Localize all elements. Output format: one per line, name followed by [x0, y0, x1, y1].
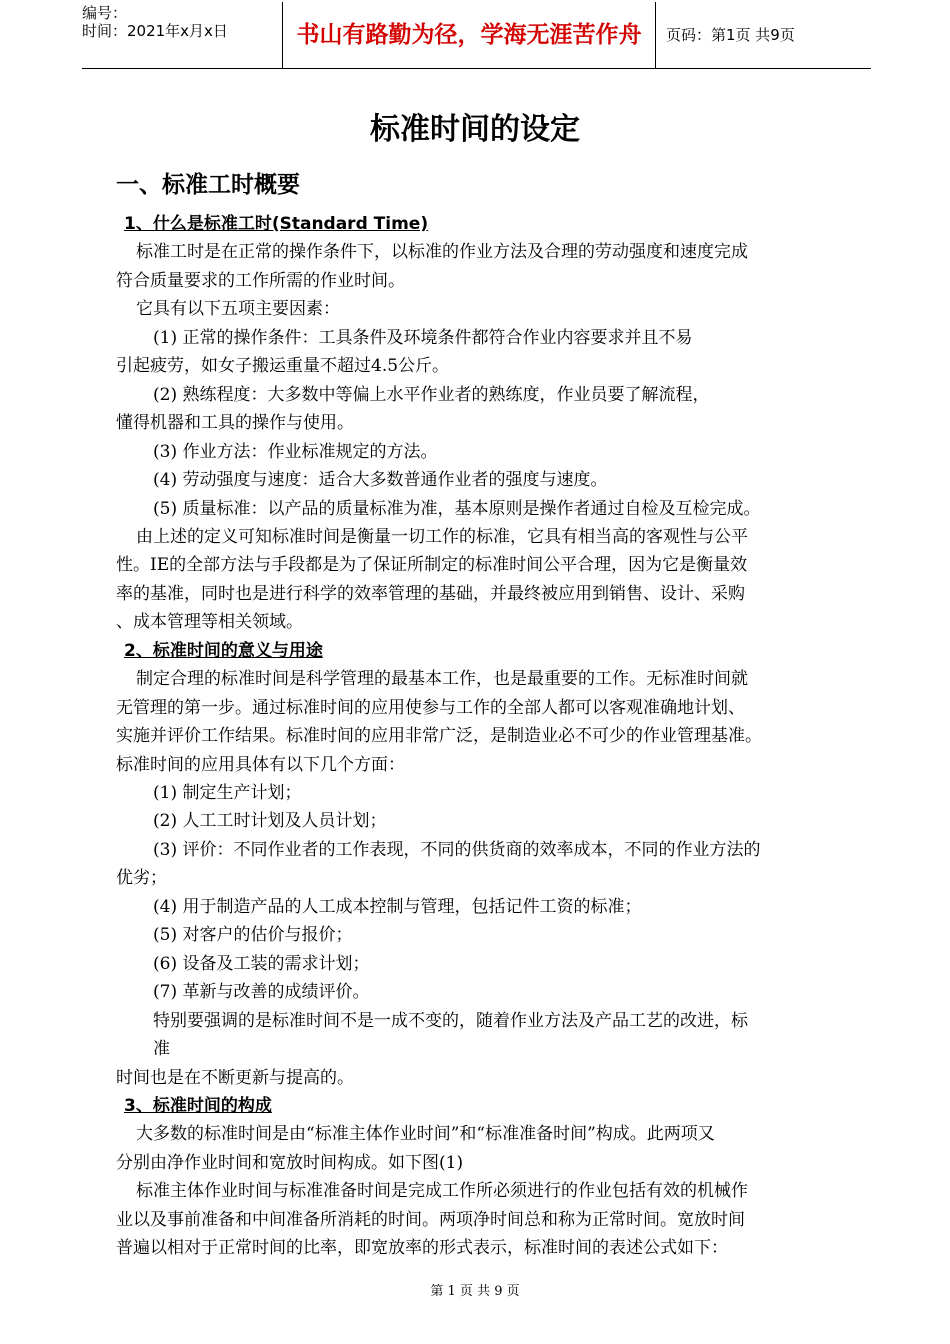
body-text-line: (6) 设备及工装的需求计划； [153, 953, 370, 974]
body-text-line: 符合质量要求的工作所需的作业时间。 [116, 270, 405, 291]
body-text-line: (1) 制定生产计划； [153, 783, 302, 803]
body-text-line: 、成本管理等相关领域。 [116, 612, 303, 633]
body-text-line: 优劣； [116, 868, 167, 889]
body-text-line: (2) 熟练程度：大多数中等偏上水平作业者的熟练度，作业员要了解流程， [153, 384, 710, 405]
body-text-line: 普遍以相对于正常时间的比率，即宽放率的形式表示，标准时间的表述公式如下： [116, 1238, 728, 1259]
page-footer: 第 1 页 共 9 页 [430, 1284, 520, 1299]
header-number: 编号： [82, 4, 128, 22]
body-text-line: 分别由净作业时间和宽放时间构成。如下图(1) [116, 1152, 464, 1173]
body-text-line: 懂得机器和工具的操作与使用。 [116, 413, 354, 434]
body-text-line: 业以及事前准备和中间准备所消耗的时间。两项净时间总和称为正常时间。宽放时间 [116, 1209, 745, 1230]
body-text-line: (3) 评价：不同作业者的工作表现，不同的供货商的效率成本，不同的作业方法的 [153, 839, 761, 860]
header-meta [82, 2, 282, 70]
body-text-line: 性。IE的全部方法与手段都是为了保证所制定的标准时间公平合理，因为它是衡量效 [116, 555, 748, 576]
body-text-line: 标准时间的应用具体有以下几个方面： [116, 754, 405, 775]
header-motto: 书山有路勤为径，学海无涯苦作舟 [282, 2, 656, 68]
page-header [82, 2, 871, 69]
body-text-line: 引起疲劳，如女子搬运重量不超过4.5公斤。 [116, 356, 450, 377]
section-heading: 一、标准工时概要 [116, 172, 300, 198]
body-text-line: 实施并评价工作结果。标准时间的应用非常广泛，是制造业必不可少的作业管理基准。 [116, 726, 762, 747]
body-text-line: 率的基准，同时也是进行科学的效率管理的基础，并最终被应用到销售、设计、采购 [116, 583, 745, 604]
body-text-line: (2) 人工工时计划及人员计划； [153, 811, 387, 832]
subsection-heading: 3、标准时间的构成 [124, 1095, 272, 1116]
body-text-line: (5) 质量标准：以产品的质量标准为准，基本原则是操作者通过自检及互检完成。 [153, 498, 761, 519]
body-text-line: (3) 作业方法：作业标准规定的方法。 [153, 441, 438, 462]
body-text-line: (4) 用于制造产品的人工成本控制与管理，包括记件工资的标准； [153, 896, 642, 917]
body-text-line: (1) 正常的操作条件：工具条件及环境条件都符合作业内容要求并且不易 [153, 327, 693, 348]
body-text-line: 它具有以下五项主要因素： [136, 299, 340, 320]
header-page-info: 页码：第1页 共9页 [666, 26, 795, 44]
body-text-line: (7) 革新与改善的成绩评价。 [153, 982, 370, 1003]
body-text-line: 由上述的定义可知标准时间是衡量一切工作的标准，它具有相当高的客观性与公平 [136, 526, 748, 547]
body-text-line: 大多数的标准时间是由“标准主体作业时间”和“标准准备时间”构成。此两项又 [136, 1124, 715, 1145]
body-text-line: 时间也是在不断更新与提高的。 [116, 1067, 354, 1088]
body-text-line: 制定合理的标准时间是科学管理的最基本工作，也是最重要的工作。无标准时间就 [136, 669, 748, 690]
header-time: 时间：2021年x月x日 [82, 22, 228, 40]
body-text-line: (5) 对客户的估价与报价； [153, 925, 353, 946]
document-title: 标准时间的设定 [370, 112, 580, 147]
body-text-line: 准 [153, 1039, 170, 1060]
subsection-heading: 2、标准时间的意义与用途 [124, 640, 323, 661]
body-text-line: 无管理的第一步。通过标准时间的应用使参与工作的全部人都可以客观准确地计划、 [116, 697, 745, 718]
body-text-line: 特别要强调的是标准时间不是一成不变的，随着作业方法及产品工艺的改进，标 [153, 1010, 748, 1031]
subsection-heading: 1、什么是标准工时(Standard Time) [124, 214, 429, 234]
body-text-line: (4) 劳动强度与速度：适合大多数普通作业者的强度与速度。 [153, 470, 608, 491]
body-text-line: 标准工时是在正常的操作条件下，以标准的作业方法及合理的劳动强度和速度完成 [136, 242, 748, 263]
body-text-line: 标准主体作业时间与标准准备时间是完成工作所必须进行的作业包括有效的机械作 [136, 1181, 748, 1202]
